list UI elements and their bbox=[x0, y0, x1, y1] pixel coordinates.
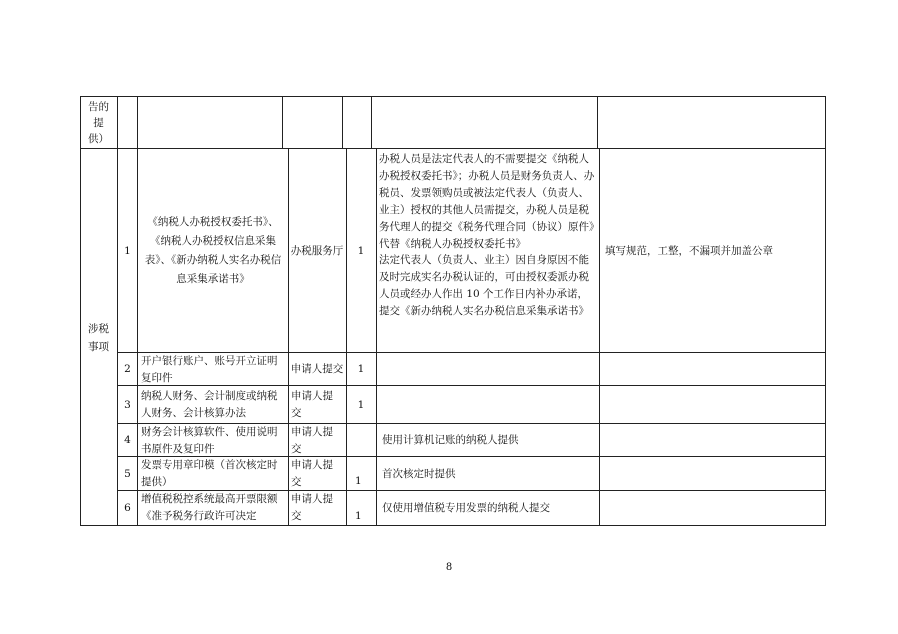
row-6-condition: 仅使用增值税专用发票的纳税人提交 bbox=[382, 502, 550, 514]
row-1-source: 办税服务厅 bbox=[290, 244, 344, 257]
row-divider bbox=[117, 490, 826, 491]
row-1-material-name: 《纳税人办税授权委托书》、《纳税人办税授权信息采集表》、《新办纳税人实名办税信息采集承诺书》 bbox=[144, 216, 282, 285]
row-5-copies: 1 bbox=[355, 475, 362, 487]
column-divider bbox=[346, 148, 347, 526]
column-divider bbox=[599, 148, 600, 526]
column-divider bbox=[376, 148, 377, 526]
row-divider bbox=[80, 148, 826, 149]
row-5-condition: 首次核定时提供 bbox=[382, 467, 456, 480]
row-4-source: 申请人提交 bbox=[291, 426, 333, 455]
row-2-material-name: 开户银行账户、账号开立证明复印件 bbox=[141, 355, 278, 384]
row-5-source: 申请人提交 bbox=[291, 459, 333, 488]
page-number: 8 bbox=[445, 562, 453, 573]
row-1-note: 填写规范，工整，不漏项并加盖公章 bbox=[605, 244, 773, 257]
row-divider bbox=[117, 385, 826, 386]
column-divider bbox=[80, 96, 81, 526]
row-6-no: 6 bbox=[124, 502, 131, 514]
row-3-note bbox=[599, 386, 825, 424]
top-row-category-cell: 告的 提 供） bbox=[88, 101, 109, 145]
row-2-copies: 1 bbox=[357, 363, 365, 375]
row-3-material-name: 纳税人财务、会计制度或纳税人财务、会计核算办法 bbox=[141, 390, 278, 419]
row-3-condition bbox=[376, 386, 599, 424]
column-divider bbox=[342, 96, 343, 149]
row-2-no: 2 bbox=[124, 363, 131, 375]
row-5-no: 5 bbox=[124, 467, 131, 480]
row-3-no: 3 bbox=[124, 398, 131, 411]
column-divider bbox=[137, 96, 138, 149]
table-border-right bbox=[825, 96, 826, 526]
column-divider bbox=[282, 96, 283, 149]
row-divider bbox=[117, 423, 826, 424]
row-4-no: 4 bbox=[124, 434, 131, 446]
column-divider bbox=[137, 148, 138, 526]
row-6-source: 申请人提交 bbox=[291, 493, 333, 522]
row-4-note bbox=[599, 424, 825, 457]
column-divider bbox=[288, 148, 289, 526]
row-divider bbox=[117, 352, 826, 353]
table-border-top bbox=[80, 96, 826, 97]
column-divider bbox=[597, 96, 598, 149]
column-divider bbox=[371, 96, 372, 149]
row-1-no: 1 bbox=[124, 244, 131, 257]
row-2-source: 申请人提交 bbox=[290, 363, 344, 375]
row-3-copies: 1 bbox=[357, 398, 365, 411]
category-cell: 涉税 事项 bbox=[88, 322, 109, 353]
row-3-source: 申请人提交 bbox=[291, 390, 333, 419]
row-divider bbox=[117, 456, 826, 457]
row-1-copies: 1 bbox=[357, 244, 365, 257]
row-4-copies bbox=[346, 424, 376, 457]
row-5-material-name: 发票专用章印模（首次核定时提供） bbox=[141, 459, 278, 488]
row-2-note bbox=[599, 353, 825, 386]
row-6-material-name: 增值税税控系统最高开票限额《准予税务行政许可决定 bbox=[141, 493, 278, 522]
table-border-bottom bbox=[80, 525, 826, 526]
column-divider bbox=[117, 96, 118, 526]
row-4-condition: 使用计算机记账的纳税人提供 bbox=[382, 434, 519, 446]
row-2-condition bbox=[376, 353, 599, 386]
row-6-copies: 1 bbox=[355, 510, 362, 522]
row-1-condition: 办税人员是法定代表人的不需要提交《纳税人办税授权委托书》；办税人员是财务负责人、办税员、发票领购员或被法定代表人（负责人、业主）授权的其他人员需提交，办税人员是税务代理人的提交《税务代理合同（协议）原件》代替《纳税人办税授权委托书》 法定代表人（负责人、业主）因自身原因不能及时完成实名办税认证的，可由授权委派办税人员或经办人作出 10 个工作日内补办承诺，提交《新办纳税人实名办税信息采集承诺书》 bbox=[379, 153, 595, 318]
row-6-note bbox=[599, 491, 825, 526]
row-4-material-name: 财务会计核算软件、使用说明书原件及复印件 bbox=[141, 426, 278, 455]
row-5-note bbox=[599, 457, 825, 491]
